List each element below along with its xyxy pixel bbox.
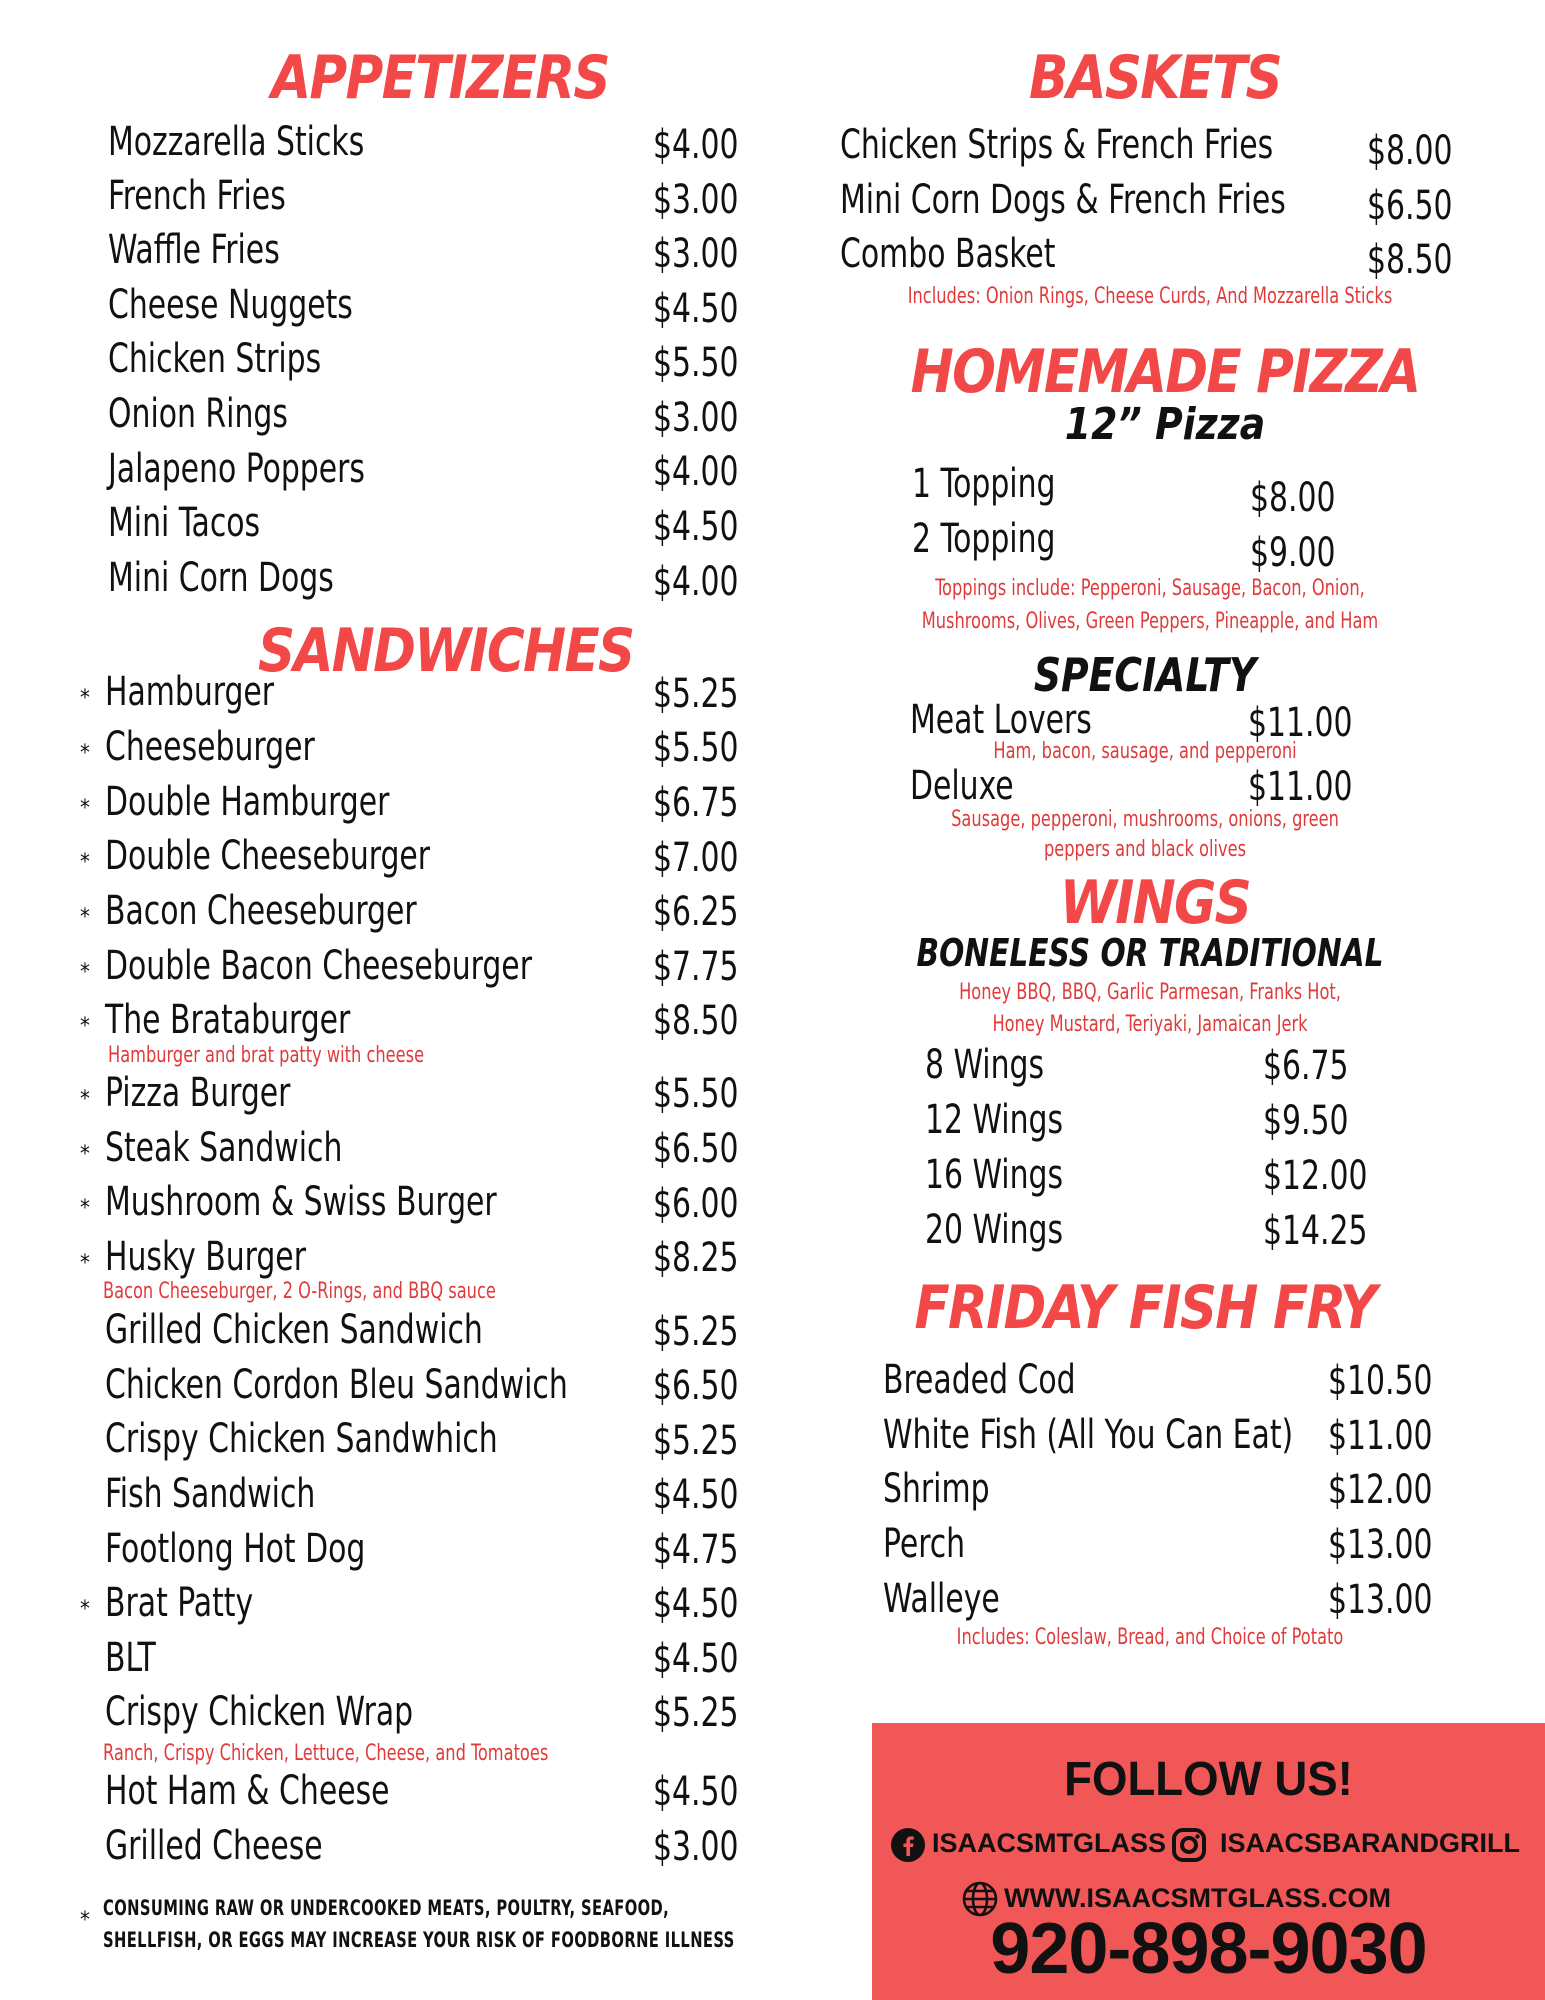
menu-item-name: Chicken Strips bbox=[108, 336, 322, 382]
menu-item-name: Meat Lovers bbox=[910, 697, 1092, 743]
menu-item-price: $5.25 bbox=[653, 671, 739, 717]
menu-item-price: $4.50 bbox=[653, 1472, 739, 1518]
menu-item-price: $11.00 bbox=[1248, 764, 1353, 810]
menu-item-name: Cheeseburger bbox=[105, 724, 315, 770]
toppings-note: Toppings include: Pepperoni, Sausage, Bacon, Onion, bbox=[935, 576, 1365, 601]
menu-item-price: $8.50 bbox=[1367, 237, 1453, 283]
menu-item-price: $8.50 bbox=[653, 998, 739, 1044]
menu-item-price: $5.25 bbox=[653, 1309, 739, 1355]
basket-includes-note: Includes: Onion Rings, Cheese Curds, And Mozzarella Sticks bbox=[907, 284, 1393, 309]
menu-item-name: 16 Wings bbox=[925, 1152, 1064, 1198]
menu-item-price: $8.00 bbox=[1250, 475, 1336, 521]
star-marker: * bbox=[80, 1196, 90, 1221]
item-description: Ham, bacon, sausage, and pepperoni bbox=[993, 739, 1297, 764]
specialty-subtitle: SPECIALTY bbox=[1033, 648, 1257, 702]
menu-item-price: $3.00 bbox=[653, 231, 739, 277]
menu-item-price: $4.75 bbox=[653, 1527, 739, 1573]
facebook-icon[interactable] bbox=[890, 1827, 926, 1867]
star-marker: * bbox=[80, 686, 90, 711]
facebook-handle-link[interactable]: ISAACSMTGLASS bbox=[932, 1828, 1167, 1858]
menu-item-price: $3.00 bbox=[653, 1824, 739, 1870]
fish-includes-note: Includes: Coleslaw, Bread, and Choice of Potato bbox=[956, 1625, 1344, 1650]
menu-item-name: Mushroom & Swiss Burger bbox=[105, 1179, 497, 1225]
menu-item-price: $12.00 bbox=[1328, 1467, 1433, 1513]
menu-item-price: $7.00 bbox=[653, 835, 739, 881]
menu-item-price: $4.50 bbox=[653, 1769, 739, 1815]
wings-subtitle: BONELESS OR TRADITIONAL bbox=[916, 931, 1384, 975]
menu-item-name: Pizza Burger bbox=[105, 1070, 291, 1116]
menu-item-name: 2 Topping bbox=[912, 516, 1056, 562]
menu-item-name: Crispy Chicken Wrap bbox=[105, 1689, 414, 1735]
menu-item-name: 20 Wings bbox=[925, 1207, 1064, 1253]
menu-item-price: $9.50 bbox=[1263, 1098, 1349, 1144]
menu-item-price: $4.00 bbox=[653, 449, 739, 495]
pizza-size-subtitle: 12” Pizza bbox=[1064, 399, 1266, 450]
menu-item-price: $14.25 bbox=[1263, 1208, 1368, 1254]
menu-item-name: Combo Basket bbox=[840, 231, 1056, 277]
star-marker: * bbox=[80, 1014, 90, 1039]
menu-item-name: Bacon Cheeseburger bbox=[105, 888, 417, 934]
menu-item-price: $4.50 bbox=[653, 286, 739, 332]
item-description: Bacon Cheeseburger, 2 O-Rings, and BBQ sauce bbox=[103, 1279, 496, 1304]
menu-item-price: $5.25 bbox=[653, 1690, 739, 1736]
menu-item-price: $12.00 bbox=[1263, 1153, 1368, 1199]
instagram-handle-link[interactable]: ISAACSBARANDGRILL bbox=[1220, 1828, 1520, 1858]
star-marker: * bbox=[80, 960, 90, 985]
website-link[interactable]: WWW.ISAACSMTGLASS.COM bbox=[1004, 1883, 1391, 1913]
star-marker: * bbox=[80, 796, 90, 821]
menu-item-name: Chicken Cordon Bleu Sandwich bbox=[105, 1362, 568, 1408]
menu-item-price: $11.00 bbox=[1328, 1413, 1433, 1459]
menu-item-price: $8.25 bbox=[653, 1235, 739, 1281]
menu-item-name: Crispy Chicken Sandwhich bbox=[105, 1416, 498, 1462]
star-marker: * bbox=[80, 1142, 90, 1167]
menu-item-price: $13.00 bbox=[1328, 1577, 1433, 1623]
menu-item-price: $6.75 bbox=[653, 780, 739, 826]
star-marker: * bbox=[80, 850, 90, 875]
menu-item-name: Jalapeno Poppers bbox=[108, 446, 366, 492]
menu-item-price: $4.00 bbox=[653, 122, 739, 168]
menu-item-price: $6.75 bbox=[1263, 1043, 1349, 1089]
menu-item-name: Husky Burger bbox=[105, 1234, 306, 1280]
menu-item-price: $11.00 bbox=[1248, 700, 1353, 746]
menu-item-price: $5.50 bbox=[653, 725, 739, 771]
follow-us-panel bbox=[872, 1723, 1545, 2000]
menu-item-name: The Brataburger bbox=[105, 997, 351, 1043]
menu-item-name: Hamburger bbox=[105, 669, 275, 715]
instagram-icon[interactable] bbox=[1171, 1827, 1207, 1867]
menu-item-name: Shrimp bbox=[883, 1466, 990, 1512]
toppings-note: Mushrooms, Olives, Green Peppers, Pineapple, and Ham bbox=[921, 609, 1379, 634]
menu-item-name: 1 Topping bbox=[912, 461, 1056, 507]
phone-number[interactable]: 920-898-9030 bbox=[990, 1909, 1427, 1989]
menu-item-name: Grilled Chicken Sandwich bbox=[105, 1307, 483, 1353]
star-marker: * bbox=[80, 741, 90, 766]
menu-item-price: $5.50 bbox=[653, 1071, 739, 1117]
menu-item-price: $3.00 bbox=[653, 177, 739, 223]
item-description: Ranch, Crispy Chicken, Lettuce, Cheese, and Tomatoes bbox=[103, 1741, 549, 1766]
menu-item-name: Hot Ham & Cheese bbox=[105, 1768, 390, 1814]
menu-item-price: $9.00 bbox=[1250, 530, 1336, 576]
sandwiches-heading: SANDWICHES bbox=[258, 616, 634, 686]
menu-item-name: Grilled Cheese bbox=[105, 1823, 323, 1869]
menu-item-price: $4.00 bbox=[653, 559, 739, 605]
item-description: Sausage, pepperoni, mushrooms, onions, green bbox=[951, 807, 1339, 832]
wings-heading: WINGS bbox=[1059, 868, 1251, 938]
menu-item-price: $10.50 bbox=[1328, 1358, 1433, 1404]
star-marker: * bbox=[80, 1908, 90, 1933]
appetizers-heading: APPETIZERS bbox=[271, 43, 609, 113]
baskets-heading: BASKETS bbox=[1028, 43, 1281, 113]
menu-item-price: $5.25 bbox=[653, 1418, 739, 1464]
disclaimer-line: CONSUMING RAW OR UNDERCOOKED MEATS, POULTRY, SEAFOOD, bbox=[103, 1896, 670, 1920]
menu-item-name: Brat Patty bbox=[105, 1580, 254, 1626]
flavors-note: Honey BBQ, BBQ, Garlic Parmesan, Franks Hot, bbox=[959, 980, 1341, 1005]
menu-item-name: Fish Sandwich bbox=[105, 1471, 316, 1517]
menu-item-name: 12 Wings bbox=[925, 1097, 1064, 1143]
menu-item-price: $6.50 bbox=[1367, 183, 1453, 229]
menu-item-name: Mozzarella Sticks bbox=[108, 119, 365, 165]
menu-item-name: Waffle Fries bbox=[108, 227, 280, 273]
item-description: Hamburger and brat patty with cheese bbox=[108, 1043, 425, 1068]
menu-item-name: Chicken Strips & French Fries bbox=[840, 122, 1274, 168]
menu-item-price: $6.25 bbox=[653, 889, 739, 935]
menu-item-name: Walleye bbox=[883, 1576, 1000, 1622]
menu-item-name: Mini Tacos bbox=[108, 500, 261, 546]
follow-us-title: FOLLOW US! bbox=[1064, 1753, 1353, 1806]
fish-fry-heading: FRIDAY FISH FRY bbox=[914, 1273, 1376, 1343]
star-marker: * bbox=[80, 1087, 90, 1112]
menu-item-price: $5.50 bbox=[653, 340, 739, 386]
menu-item-name: BLT bbox=[105, 1635, 156, 1681]
menu-item-price: $13.00 bbox=[1328, 1522, 1433, 1568]
menu-item-name: Double Bacon Cheeseburger bbox=[105, 943, 532, 989]
star-marker: * bbox=[80, 1597, 90, 1622]
menu-item-name: Breaded Cod bbox=[883, 1357, 1076, 1403]
menu-item-name: Footlong Hot Dog bbox=[105, 1526, 366, 1572]
menu-item-price: $3.00 bbox=[653, 395, 739, 441]
menu-item-price: $6.50 bbox=[653, 1363, 739, 1409]
menu-item-name: Cheese Nuggets bbox=[108, 282, 353, 328]
menu-item-name: Perch bbox=[883, 1521, 966, 1567]
menu-item-name: Double Hamburger bbox=[105, 779, 390, 825]
item-description: peppers and black olives bbox=[1043, 837, 1247, 862]
menu-item-name: White Fish (All You Can Eat) bbox=[883, 1412, 1294, 1458]
star-marker: * bbox=[80, 1251, 90, 1276]
menu-item-name: Mini Corn Dogs & French Fries bbox=[840, 177, 1286, 223]
menu-item-name: Mini Corn Dogs bbox=[108, 555, 334, 601]
flavors-note: Honey Mustard, Teriyaki, Jamaican Jerk bbox=[992, 1012, 1308, 1037]
menu-item-price: $4.50 bbox=[653, 1581, 739, 1627]
menu-item-price: $4.50 bbox=[653, 1636, 739, 1682]
menu-item-price: $8.00 bbox=[1367, 128, 1453, 174]
menu-item-name: 8 Wings bbox=[925, 1042, 1045, 1088]
menu-item-name: Deluxe bbox=[910, 763, 1014, 809]
menu-item-price: $7.75 bbox=[653, 944, 739, 990]
menu-item-name: Steak Sandwich bbox=[105, 1125, 343, 1171]
star-marker: * bbox=[80, 905, 90, 930]
menu-item-price: $4.50 bbox=[653, 504, 739, 550]
menu-item-price: $6.50 bbox=[653, 1126, 739, 1172]
menu-item-name: Onion Rings bbox=[108, 391, 288, 437]
disclaimer-line: SHELLFISH, OR EGGS MAY INCREASE YOUR RISK OF FOODBORNE ILLNESS bbox=[103, 1928, 735, 1952]
menu-item-name: Double Cheeseburger bbox=[105, 833, 431, 879]
pizza-heading: HOMEMADE PIZZA bbox=[910, 337, 1420, 407]
menu-item-price: $6.00 bbox=[653, 1181, 739, 1227]
menu-item-name: French Fries bbox=[108, 173, 286, 219]
